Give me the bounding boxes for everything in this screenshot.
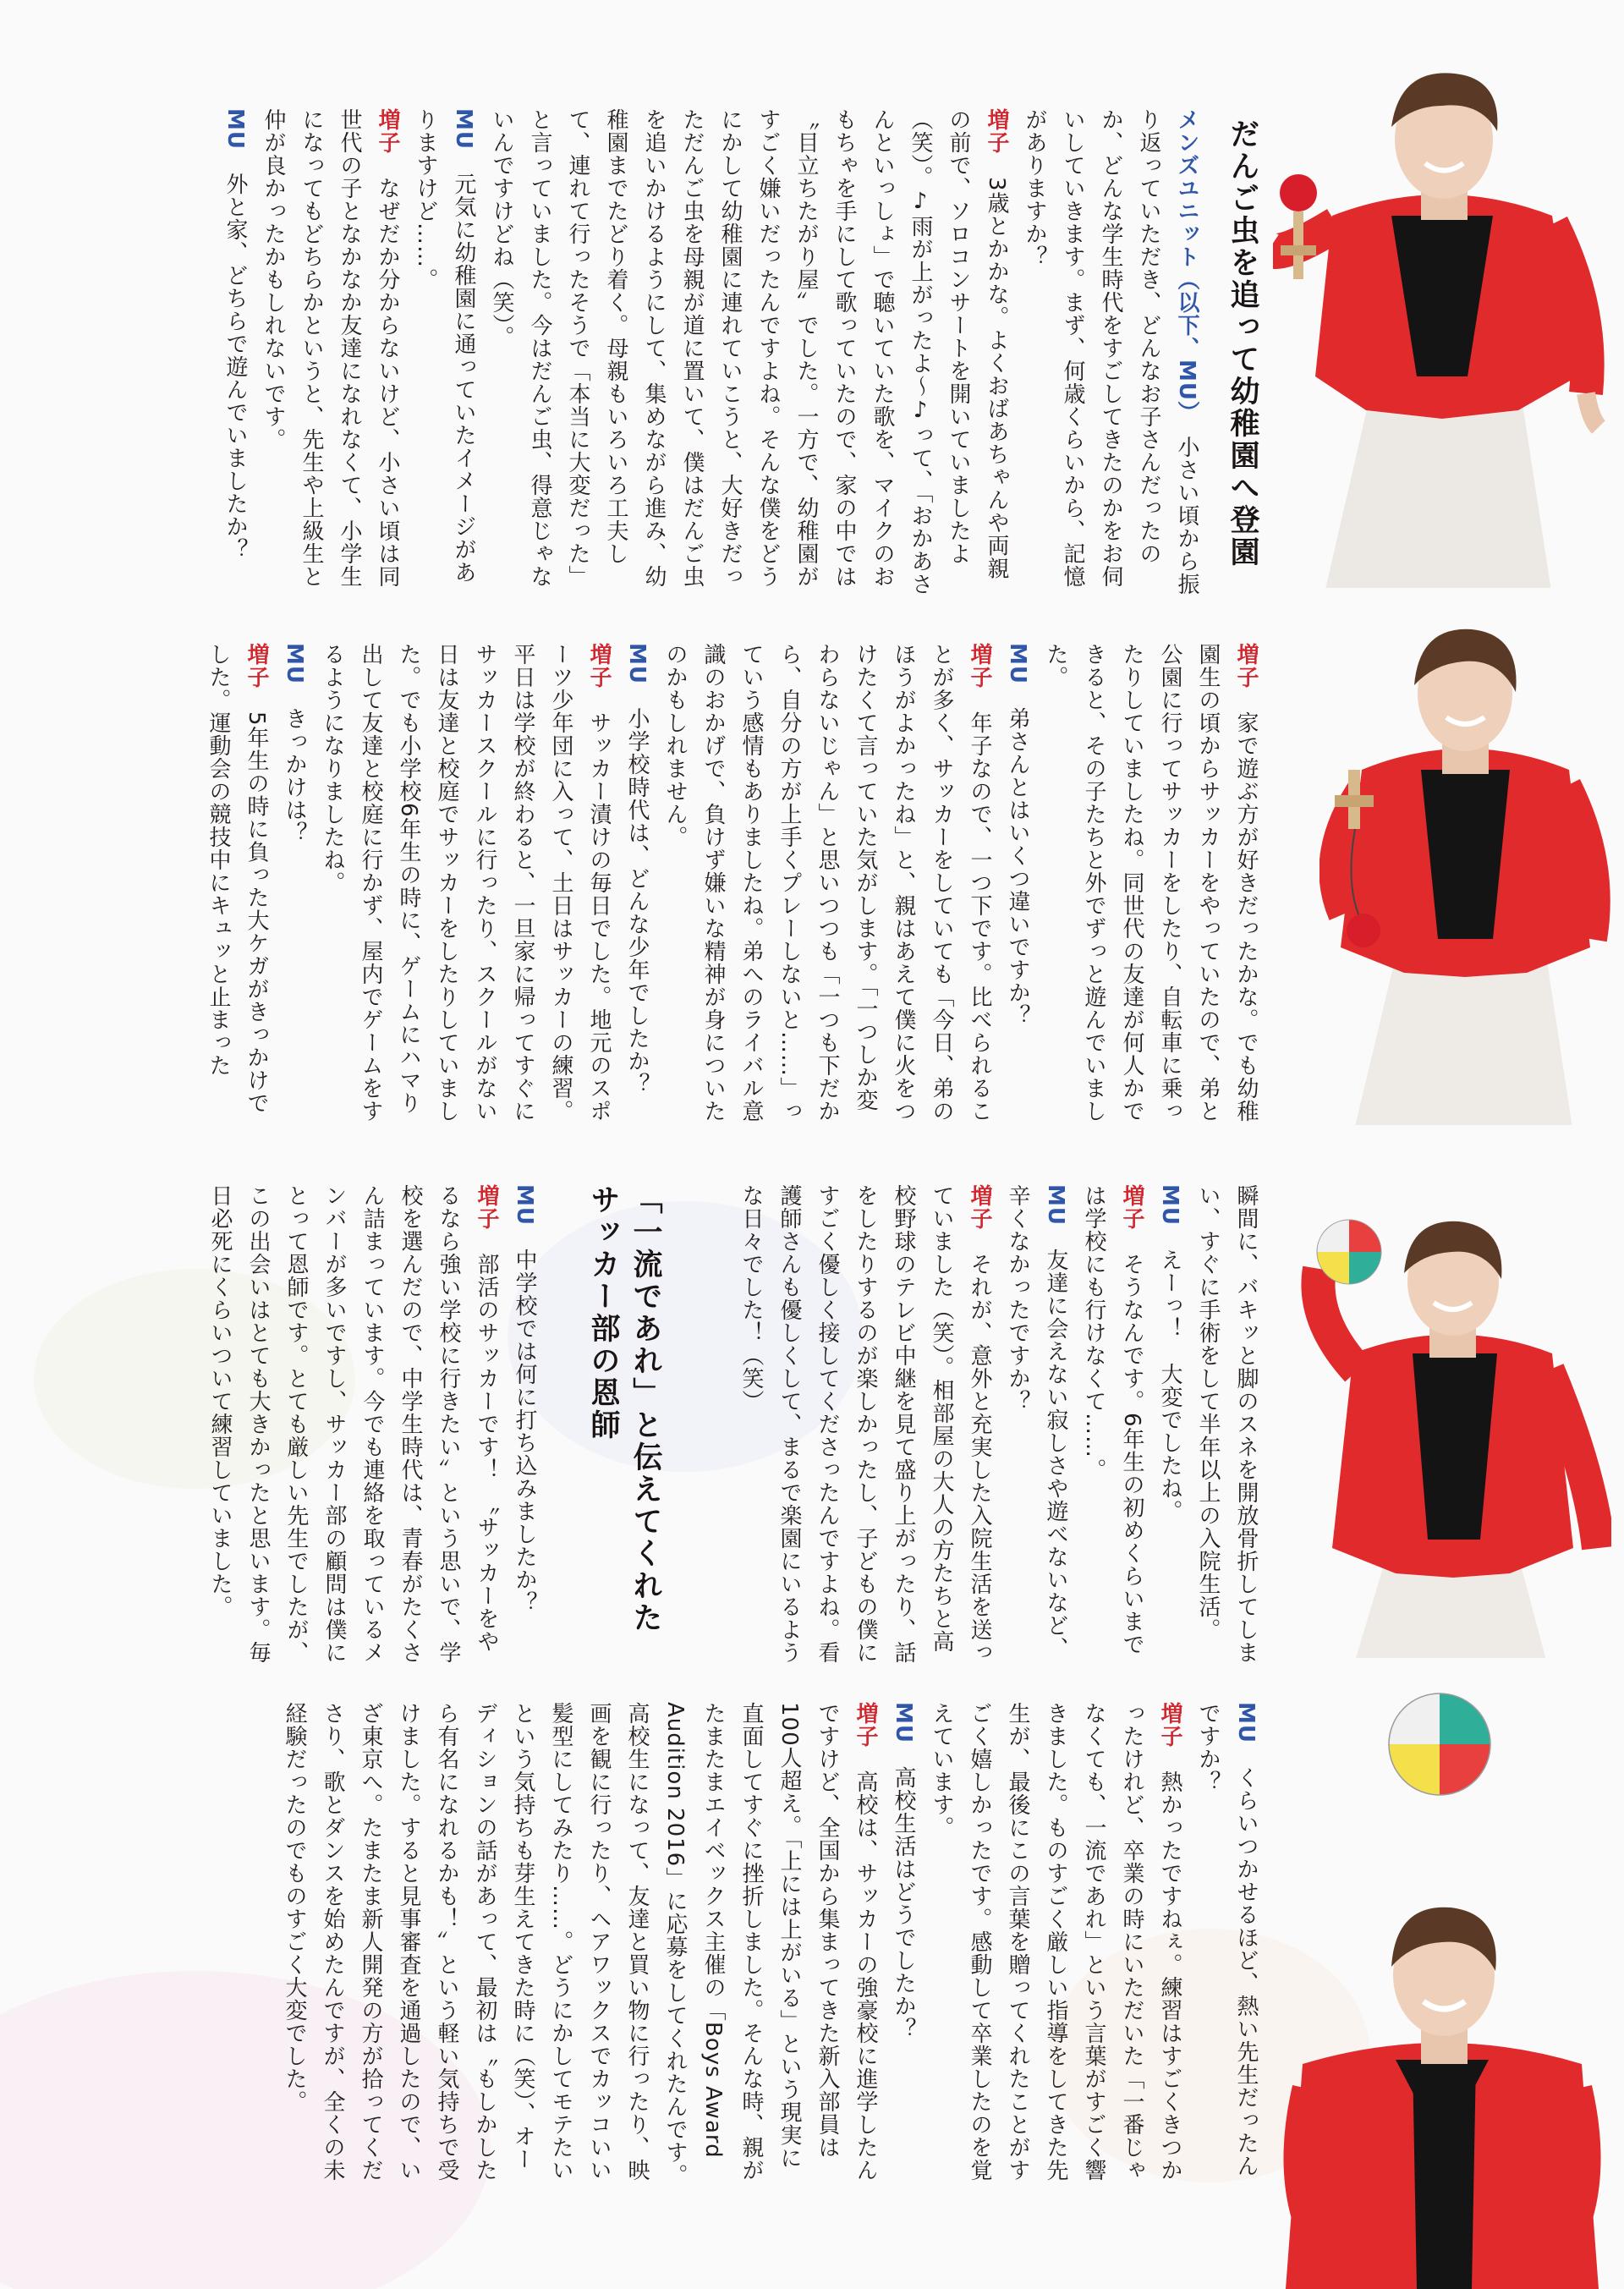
speaker-label: MU bbox=[1233, 1702, 1259, 1743]
turn-text: 元気に幼稚園に通っていたイメージがありますけど……。 bbox=[413, 108, 476, 584]
interview-turn bbox=[998, 1184, 1074, 1673]
beach-ball-icon bbox=[1387, 1692, 1493, 1798]
turn-text: 外と家、どちらで遊んでいましたか？ bbox=[222, 173, 248, 561]
turn-text: くらいつかせるほど、熱い先生だったんですか？ bbox=[1195, 1702, 1259, 2177]
interview-turn bbox=[1188, 1184, 1265, 1673]
heading-line: サッカー部の恩師 bbox=[586, 1184, 620, 1441]
turn-text: えーっ！ 大変でしたね。 bbox=[1157, 1249, 1182, 1523]
person-illustration bbox=[1273, 55, 1616, 588]
speaker-label: 増子 bbox=[984, 108, 1009, 154]
article-text-band-3b bbox=[127, 1184, 543, 1673]
kendama-icon bbox=[1269, 169, 1328, 288]
speaker-label: MU bbox=[1005, 643, 1030, 684]
speaker-label: MU bbox=[1043, 1184, 1068, 1226]
interview-turn bbox=[275, 1702, 884, 2191]
heading-line: 「一流であれ」と伝えてくれた bbox=[628, 1184, 662, 1634]
speaker-label: 増子 bbox=[1233, 643, 1259, 689]
turn-text: それが、意外と充実した入院生活を送っていました（笑）。相部屋の大人の方たちと高校野球のテレビ中継を見て盛り上がったり、話をしたりするのが楽しかったし、子どもの僕にすごく優しく接してくださったんですよね。看護師さんも優しくして、まるで楽園にいるような日々でした！（笑） bbox=[738, 1184, 992, 1664]
article-text-band-4 bbox=[127, 1702, 1265, 2191]
interview-turn bbox=[998, 643, 1036, 1132]
interview-turn bbox=[617, 643, 656, 1132]
interview-turn bbox=[1150, 1184, 1188, 1673]
turn-text: 3歳とかかな。よくおばあちゃんや両親の前で、ソロコンサートを開いていましたよ（笑）。♪雨が上がったよ〜♪って、「おかあさんといっしょ」で聴いていた歌を、マイクのおもちゃを手にして歌っていたので、家の中では〝目立ちたがり屋〟でした。一方で、幼稚園がすごく嫌いだったんですよね。そんな僕をどうにかして幼稚園に連れていこうと、大好きだっただんご虫を母親が道に置いて、僕はだんご虫を追いかけるようにして、集めながら進み、幼稚園までたどり着く。母親もいろいろ工夫して、連れて行ったそうで「本当に大変だった」と言っていました。今はだんご虫、得意じゃないんですけどね（笑）。 bbox=[489, 108, 1009, 596]
interview-turn bbox=[884, 1702, 922, 2191]
interview-turn bbox=[254, 108, 406, 597]
photo-person-kendama bbox=[1273, 55, 1616, 588]
turn-text: サッカー漬けの毎日でした。地元のスポーツ少年団に入って、土日はサッカーの練習。平日は学校が終わると、一旦家に帰ってすぐにサッカースクールに行ったり、スクールがない日は友達と校庭でサッカーをしたりしていました。でも小学校6年生の時に、ゲームにハマり出して友達と校庭に行かず、屋内でゲームをするようになりましたね。 bbox=[320, 643, 612, 1123]
turn-text: 中学校では何に打ち込みましたか？ bbox=[512, 1249, 537, 1614]
speaker-label: 増子 bbox=[1157, 1702, 1182, 1748]
turn-text: 熱かったですねぇ。練習はすごくきつかったけれど、卒業の時にいただいた「一番じゃなくても、一流であれ」という言葉がすごく響きました。ものすごく厳しい指導をしてきた先生が、最後にこの言葉を贈ってくれたことがすごく嬉しかったです。感動して卒業したのを覚えています。 bbox=[929, 1702, 1182, 2182]
section-heading bbox=[562, 1184, 667, 1675]
speaker-label: MU bbox=[222, 108, 248, 150]
turn-text: 高校生活はどうでしたか？ bbox=[891, 1766, 916, 2040]
interview-turn bbox=[656, 643, 998, 1132]
photo-person-crouching bbox=[1269, 1895, 1611, 2289]
article-text-band-3a bbox=[685, 1184, 1265, 1673]
interview-turn bbox=[199, 643, 275, 1132]
turn-text: 友達に会えない寂しさや遊べないなど、辛くなかったですか？ bbox=[1005, 1184, 1068, 1660]
turn-text: 小さい頃から振り返っていただき、どんなお子さんだったのか、どんな学生時代をすごしてきたのかをお伺いしていきます。まず、何歳くらいから、記憶がありますか？ bbox=[1022, 108, 1199, 596]
speaker-label: 増子 bbox=[375, 108, 400, 154]
interview-turn bbox=[200, 1184, 505, 1673]
turn-text: 年子なので、一つ下です。比べられることが多く、サッカーをしていても「今日、弟のほうがよかったね」と、親はあえて僕に火をつけたくて言っていた気がします。「一つしか変わらないじゃん」と思いつつも「一つも下だから、自分の方が上手くプレーしないと……」っていう感情もありましたね。弟へのライバル意識のおかげで、負けず嫌いな精神が身についたのかもしれません。 bbox=[662, 643, 992, 1123]
kendama-icon bbox=[1320, 761, 1396, 956]
speaker-label: メンズユニット（以下、MU） bbox=[1174, 108, 1199, 413]
speaker-label: MU bbox=[1157, 1184, 1182, 1226]
interview-turn bbox=[732, 1184, 998, 1673]
speaker-label: MU bbox=[451, 108, 476, 150]
speaker-label: 増子 bbox=[474, 1184, 499, 1230]
article-text-band-1 bbox=[127, 108, 1205, 597]
article-text-band-2 bbox=[127, 643, 1265, 1132]
interview-turn bbox=[1015, 108, 1205, 597]
interview-turn bbox=[406, 108, 482, 597]
interview-turn bbox=[1036, 643, 1265, 1132]
speaker-label: 増子 bbox=[244, 643, 269, 689]
speaker-label: MU bbox=[282, 643, 307, 684]
turn-text: 家で遊ぶ方が好きだったかな。でも幼稚園生の頃からサッカーをやっていたので、弟と公園に行ってサッカーをしたり、自転車に乗ったりしていましたね。同世代の友達が何人かできると、その子たちと外でずっと遊んでいました。 bbox=[1043, 643, 1259, 1123]
speaker-label: 増子 bbox=[967, 1184, 992, 1230]
turn-text: 小学校時代は、どんな少年でしたか？ bbox=[624, 707, 650, 1095]
turn-text: 瞬間に、バキッと脚のスネを開放骨折してしまい、すぐに手術をして半年以上の入院生活。 bbox=[1195, 1184, 1259, 1664]
speaker-label: MU bbox=[624, 643, 650, 684]
interview-turn bbox=[1074, 1184, 1150, 1673]
speaker-label: 増子 bbox=[586, 643, 612, 689]
turn-text: なぜだか分からないけど、小さい頃は同世代の子となかなか友達になれなくて、小学生になってもどちらかというと、先生や上級生と仲が良かったかもしれないです。 bbox=[261, 108, 400, 588]
interview-turn bbox=[505, 1184, 543, 1673]
speaker-label: MU bbox=[891, 1702, 916, 1743]
turn-text: きっかけは？ bbox=[282, 707, 307, 844]
turn-text: そうなんです。6年生の初めくらいまでは学校にも行けなくて……。 bbox=[1081, 1184, 1144, 1656]
beach-ball-icon bbox=[1315, 1218, 1383, 1286]
turn-text: 高校は、サッカーの強豪校に進学したんですけど、全国から集まってきた新入部員は100人超え。「上には上がいる」という現実に直面してすぐに挫折しました。そんな時、親がたまたまエイベックス主催の「Boys Award Audition 2016」に応募をしてくれたんです。高校生になって、友達と買い物に行ったり、映画を観に行ったり、ヘアワックスでカッコいい髪型にしてみたり……。どうにかしてモテたいという気持ちも芽生えてきた時に（笑）、オーディションの話があって、最初は〝もしかしたら有名になれるかも！〟という軽い気持ちで受けました。すると見事審査を通過したので、いざ東京へ。たまたま新人開発の方が拾ってくださり、歌とダンスを始めたんですが、全くの未経験だったのでものすごく大変でした。 bbox=[282, 1702, 878, 2187]
person-illustration bbox=[1269, 1895, 1611, 2289]
interview-turn bbox=[922, 1702, 1188, 2191]
speaker-label: MU bbox=[512, 1184, 537, 1226]
speaker-label: 増子 bbox=[967, 643, 992, 689]
turn-text: 弟さんとはいくつ違いですか？ bbox=[1005, 707, 1030, 1027]
interview-turn bbox=[482, 108, 1015, 597]
speaker-label: 増子 bbox=[1119, 1184, 1144, 1230]
turn-text: 5年生の時に負った大ケガがきっかけでした。運動会の競技中にキュッと止まった bbox=[206, 643, 269, 1115]
interview-turn bbox=[275, 643, 313, 1132]
interview-turn bbox=[1188, 1702, 1265, 2191]
turn-text: 部活のサッカーです！ 〝サッカーをやるなら強い学校に行きたい〟という思いで、学校を選んだので、中学生時代は、青春がたくさん詰まっています。今でも連絡を取っているメンバーが多いですし、サッカー部の顧問は僕にとって恩師です。とても厳しい先生でしたが、この出会いはとても大きかったと思います。毎日必死にくらいついて練習していました。 bbox=[207, 1184, 499, 1664]
speaker-label: 増子 bbox=[853, 1702, 878, 1748]
interview-turn bbox=[216, 108, 254, 597]
interview-turn bbox=[313, 643, 617, 1132]
section-heading: だんご虫を追って幼稚園へ登園 bbox=[1226, 118, 1259, 568]
